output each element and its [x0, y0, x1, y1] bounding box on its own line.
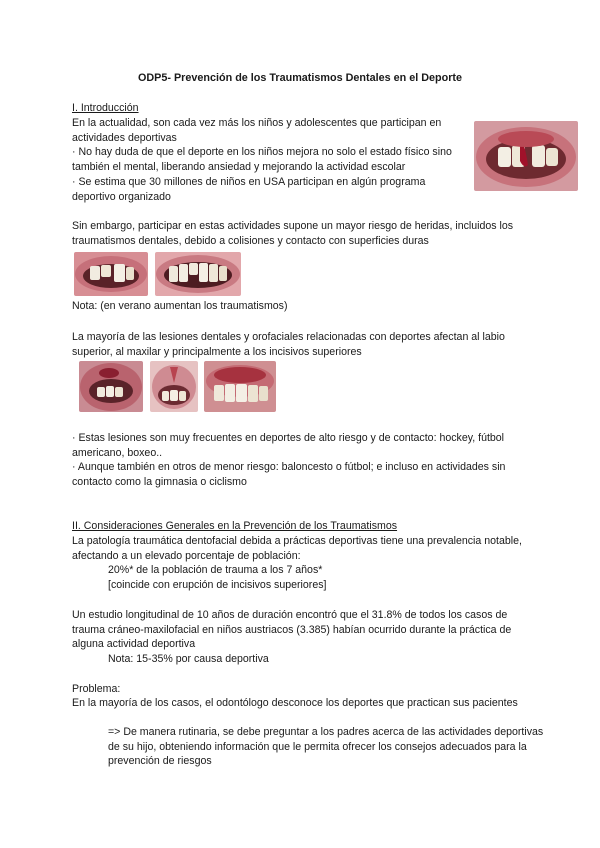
- paragraph-intro-3: · Se estima que 30 millones de niños en USA participan en algún programa deportivo organizado: [72, 176, 426, 203]
- paragraph-intro-2: · No hay duda de que el deporte en los niños mejora no solo el estado físico sino también el mental, liberando ansiedad y mejorando la actividad escolar: [72, 146, 452, 173]
- indent-recommendation: => De manera rutinaria, se debe preguntar a los padres acerca de las actividades deportivas de su hijo, obteniendo información que le permita ofrecer los consejos adecuados para la prevención de riesgos: [108, 726, 544, 768]
- paragraph-intro-6: · Estas lesiones son muy frecuentes en deportes de alto riesgo y de contacto: hockey, fútbol americano, boxeo..: [72, 432, 505, 459]
- photo-maxilla-injury: [150, 361, 198, 412]
- photo-broken-incisor: [74, 252, 148, 296]
- indent-eruption: [coincide con erupción de incisivos superiores]: [108, 579, 327, 591]
- photo-lip-injury-image: [79, 361, 143, 412]
- section-heading-intro: I. Introducción: [72, 102, 139, 114]
- photo-broken-incisor-image: [74, 252, 148, 296]
- indent-sport-cause: Nota: 15-35% por causa deportiva: [108, 653, 269, 665]
- photo-dental-trauma-1-image: [474, 121, 578, 191]
- problem-label: Problema:: [72, 683, 121, 695]
- section-heading-general: II. Consideraciones Generales en la Prevención de los Traumatismos: [72, 520, 398, 532]
- photo-chipped-teeth-image: [155, 252, 241, 296]
- page-title: ODP5- Prevención de los Traumatismos Dentales en el Deporte: [137, 72, 462, 84]
- photo-maxilla-injury-image: [150, 361, 198, 412]
- paragraph-general-2: Un estudio longitudinal de 10 años de duración encontró que el 31.8% de todos los casos de trauma cráneo-maxilofacial en niños austriacos (3.385) habían ocurrido durante la práctica de alguna actividad deportiva: [72, 609, 512, 651]
- note-summer: Nota: (en verano aumentan los traumatismos): [72, 300, 288, 312]
- paragraph-general-1: La patología traumática dentofacial debida a prácticas deportivas tiene una prevalencia notable, afectando a un elevado porcentaje de población:: [72, 535, 522, 562]
- photo-dental-trauma-1: [474, 121, 578, 191]
- paragraph-intro-1: En la actualidad, son cada vez más los niños y adolescentes que participan en actividades deportivas: [72, 117, 442, 144]
- paragraph-intro-4: Sin embargo, participar en estas actividades supone un mayor riesgo de heridas, incluidos los traumatismos dentales, debido a colisiones y contacto con superficies duras: [72, 220, 514, 247]
- paragraph-intro-5: La mayoría de las lesiones dentales y orofaciales relacionadas con deportes afectan al labio superior, al maxilar y principalmente a los incisivos superiores: [72, 331, 505, 358]
- photo-lip-injury: [79, 361, 143, 412]
- indent-prevalence: 20%* de la población de trauma a los 7 años*: [108, 564, 323, 576]
- paragraph-intro-7: · Aunque también en otros de menor riesgo: baloncesto o fútbol; e incluso en actividades sin contacto como la gimnasia o ciclismo: [72, 461, 506, 488]
- paragraph-general-3: En la mayoría de los casos, el odontólogo desconoce los deportes que practican sus pacientes: [72, 697, 518, 709]
- photo-incisor-injury: [204, 361, 276, 412]
- photo-chipped-teeth: [155, 252, 241, 296]
- photo-incisor-injury-image: [204, 361, 276, 412]
